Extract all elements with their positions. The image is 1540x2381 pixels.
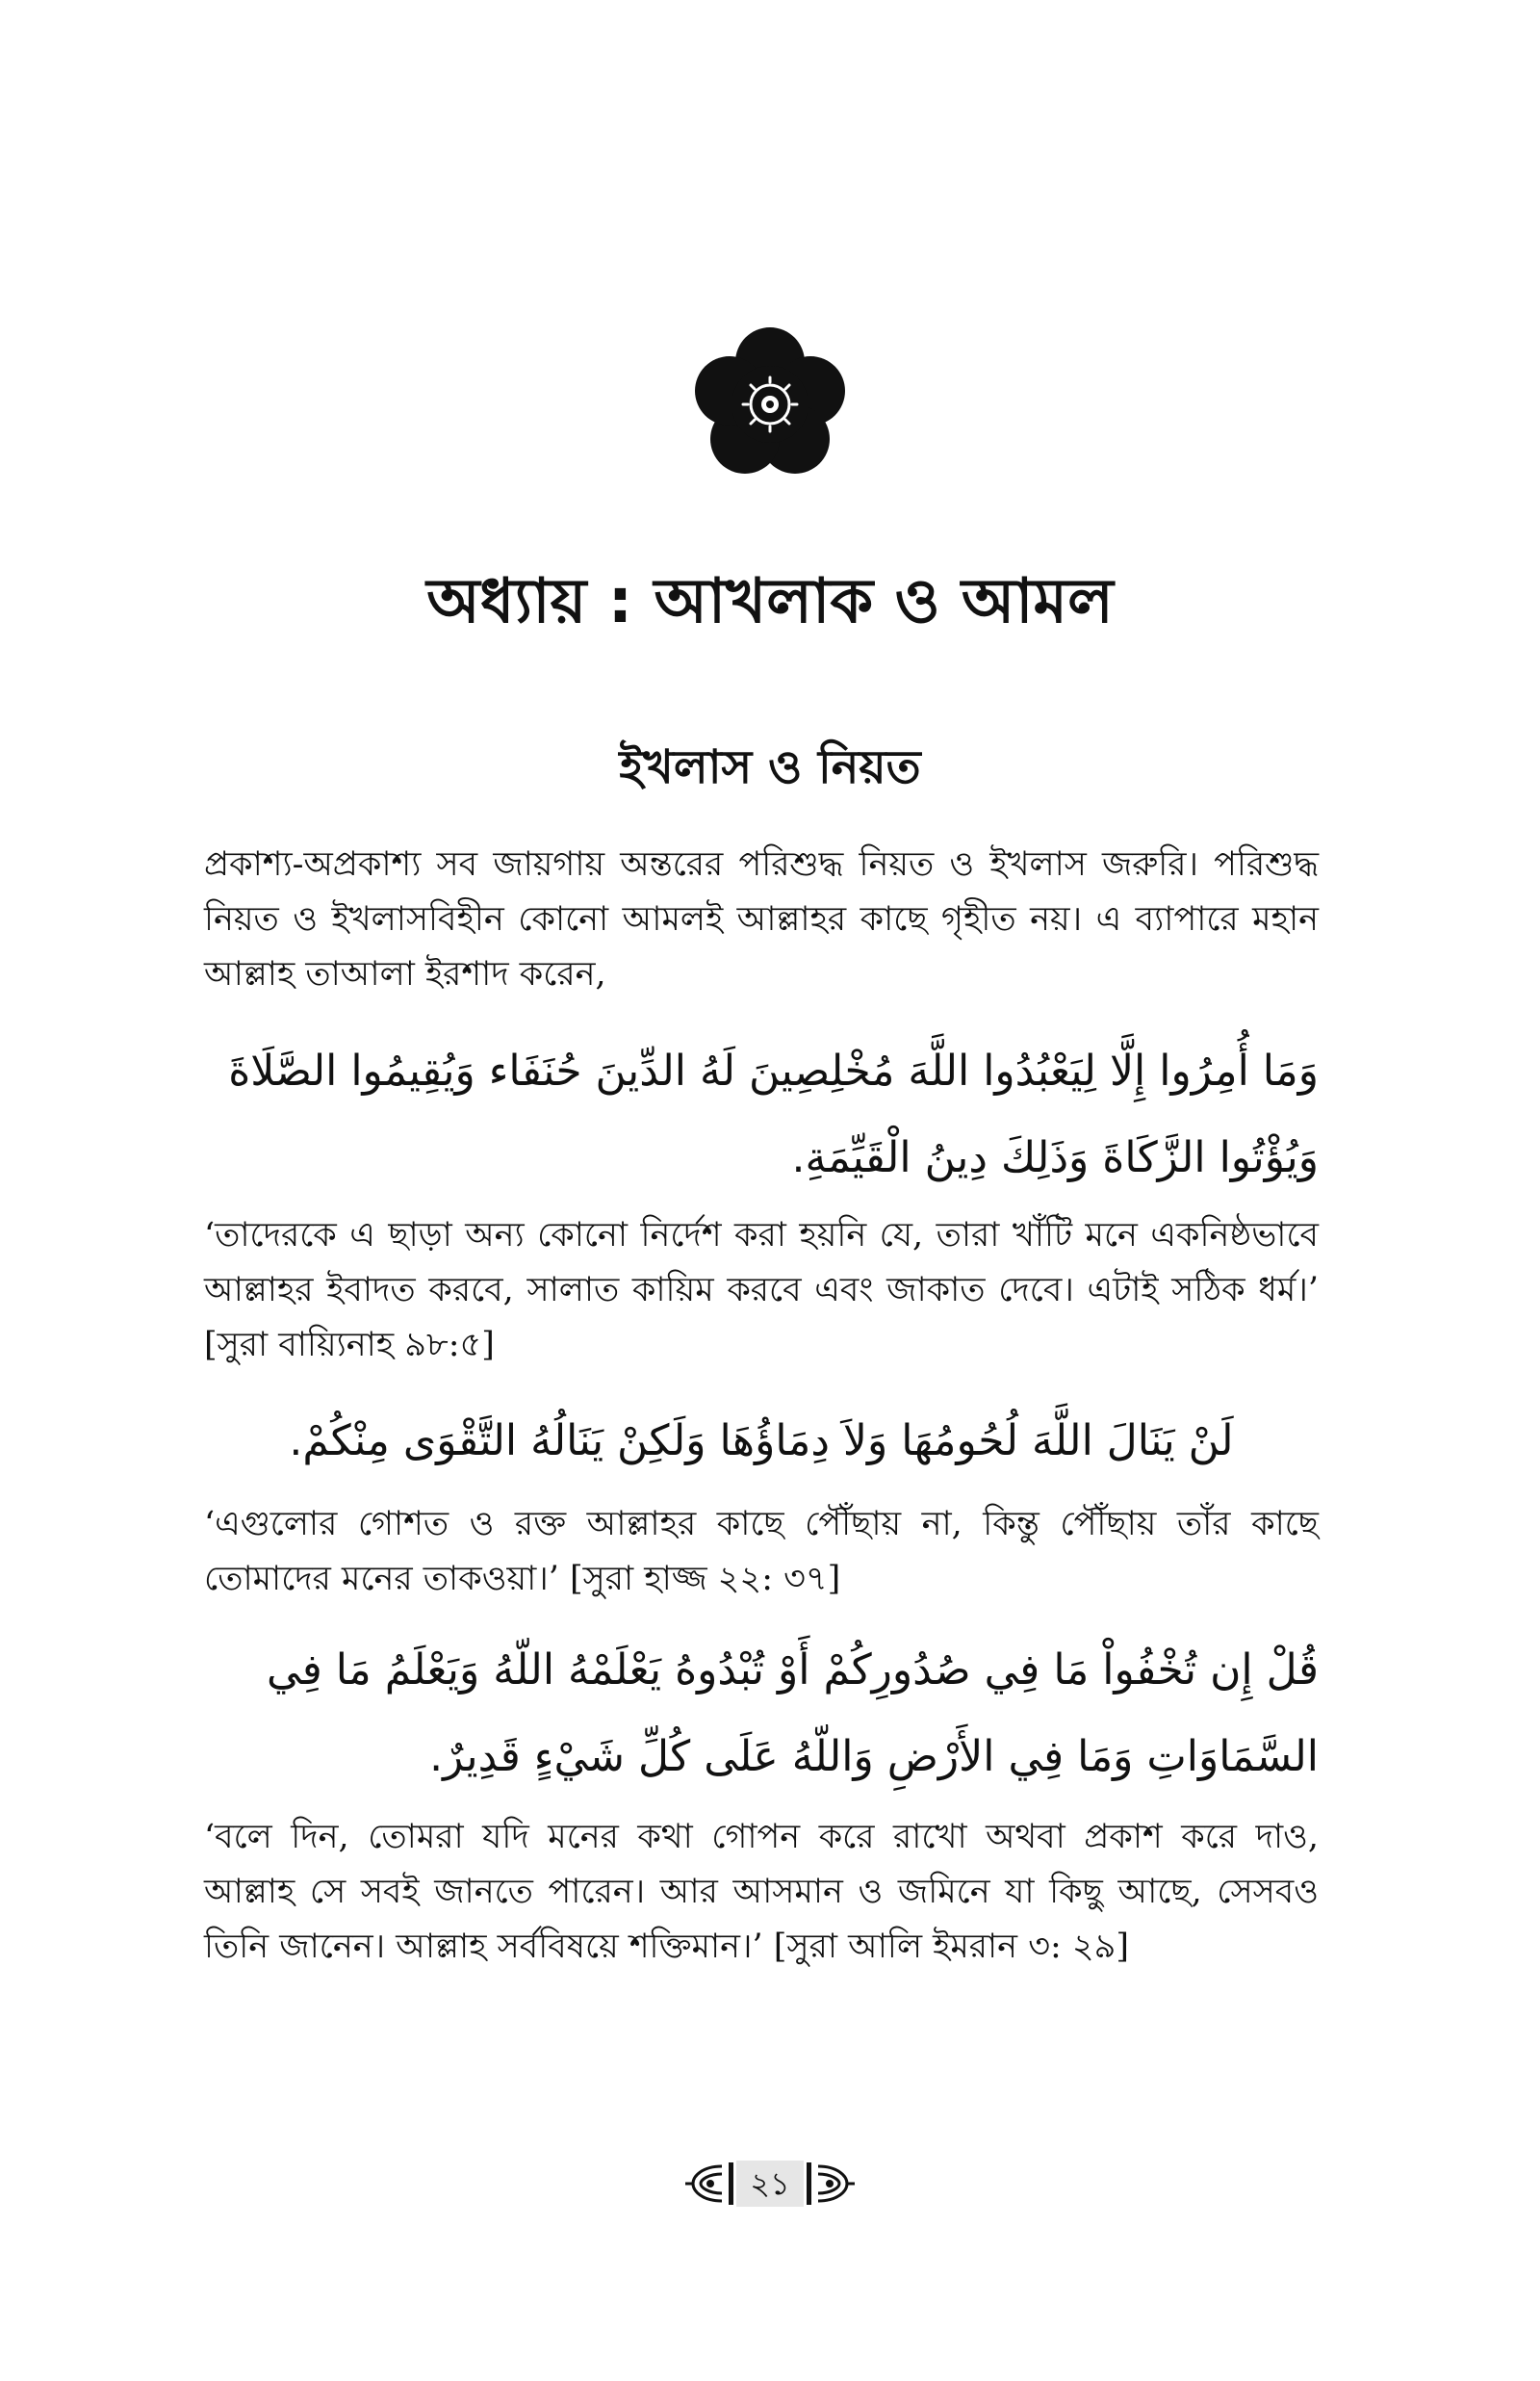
footer-bar-left [729, 2162, 733, 2205]
flower-ornament-icon [693, 327, 847, 481]
chapter-title: অধ্যায় : আখলাক ও আমল [426, 566, 1114, 637]
intro-paragraph: প্রকাশ্য-অপ্রকাশ্য সব জায়গায় অন্তরের পরিশুদ্ধ নিয়ত ও ইখলাস জরুরি। পরিশুদ্ধ নিয়ত ও ইখলাসবিহীন কোনো আমলই আল্লাহর কাছে গৃহীত নয়। এ ব্যাপারে মহান আল্লাহ তাআলা ইরশাদ করেন, [204, 845, 1319, 994]
page-footer [674, 2157, 866, 2211]
translation-paragraph-2: ‘এগুলোর গোশত ও রক্ত আল্লাহর কাছে পৌঁছায় না, কিন্তু পৌঁছায় তাঁর কাছে তোমাদের মনের তাকওয়া।’ [সুরা হাজ্জ ২২: ৩৭] [204, 1505, 1319, 1598]
arabic-verse-2: لَنْ يَنَالَ اللَّهَ لُحُومُهَا وَلاَ دِمَاؤُهَا وَلَكِنْ يَنَالُهُ التَّقْوَى مِنْكُمْ. [289, 1416, 1234, 1465]
translation-paragraph-1: ‘তাদেরকে এ ছাড়া অন্য কোনো নির্দেশ করা হয়নি যে, তারা খাঁটি মনে একনিষ্ঠভাবে আল্লাহর ইবাদত করবে, সালাত কায়িম করবে এবং জাকাত দেবে। এটাই সঠিক ধর্ম।’ [সুরা বায়্যিনাহ ৯৮:৫] [204, 1216, 1319, 1364]
translation-paragraph-3: ‘বলে দিন, তোমরা যদি মনের কথা গোপন করে রাখো অথবা প্রকাশ করে দাও, আল্লাহ সে সবই জানতে পারেন। আর আসমান ও জমিনে যা কিছু আছে, সেসবও তিনি জানেন। আল্লাহ সর্ববিষয়ে শক্তিমান।’ [সুরা আলি ইমরান ৩: ২৯] [204, 1818, 1319, 1966]
arabic-verse-3: قُلْ إِن تُخْفُواْ مَا فِي صُدُورِكُمْ أَوْ تُبْدُوهُ يَعْلَمْهُ اللّهُ وَيَعْلَمُ مَا فِي السَّمَاوَاتِ وَمَا فِي الأَرْضِ وَاللّهُ عَلَى كُلِّ شَيْءٍ قَدِيرٌ. [267, 1645, 1319, 1781]
flourish-left-icon [683, 2162, 726, 2205]
flourish-right-icon [814, 2162, 857, 2205]
page-number: ২১ [736, 2161, 804, 2207]
arabic-verse-1: وَمَا أُمِرُوا إِلَّا لِيَعْبُدُوا اللَّهَ مُخْلِصِينَ لَهُ الدِّينَ حُنَفَاء وَيُقِيمُوا الصَّلَاةَ وَيُؤْتُوا الزَّكَاةَ وَذَلِكَ دِينُ الْقَيِّمَةِ. [228, 1047, 1319, 1182]
footer-bar-right [807, 2162, 811, 2205]
section-title: ইখলাস ও নিয়ত [619, 740, 921, 794]
